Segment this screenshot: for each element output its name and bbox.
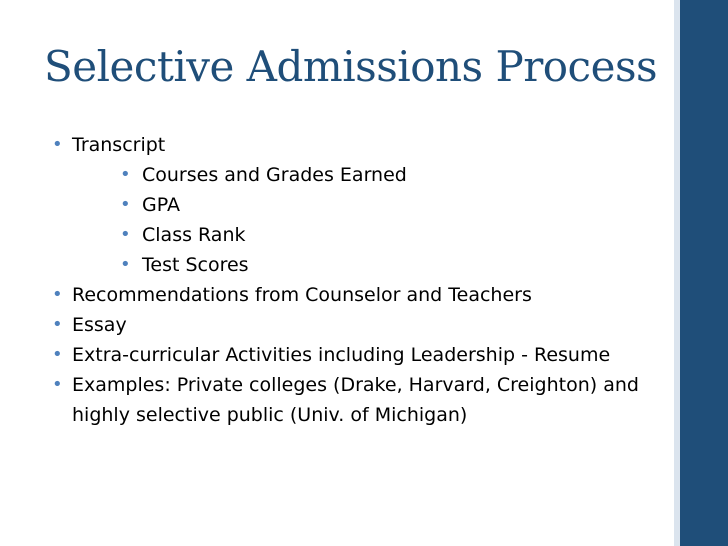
- bullet-item-recommendations: • Recommendations from Counselor and Teachers: [52, 280, 652, 310]
- side-band: [680, 0, 728, 546]
- sub-bullet-item: • Test Scores: [120, 250, 652, 280]
- bullet-item-essay: • Essay: [52, 310, 652, 340]
- sub-bullet-item: • Courses and Grades Earned: [120, 160, 652, 190]
- bullet-item-extracurricular: • Extra-curricular Activities including Leadership - Resume: [52, 340, 652, 370]
- slide-content: [52, 130, 652, 430]
- bullet-item-transcript: [52, 130, 652, 280]
- slide-title: Selective Admissions Process: [44, 42, 658, 91]
- bullet-text: Transcript: [72, 134, 166, 156]
- bullet-list: [52, 130, 652, 430]
- sub-bullet-list: [72, 160, 652, 280]
- sub-bullet-item: • Class Rank: [120, 220, 652, 250]
- bullet-item-examples: • Examples: Private colleges (Drake, Harvard, Creighton) and highly selective public (Univ. of Michigan): [52, 370, 652, 430]
- sub-bullet-item: • GPA: [120, 190, 652, 220]
